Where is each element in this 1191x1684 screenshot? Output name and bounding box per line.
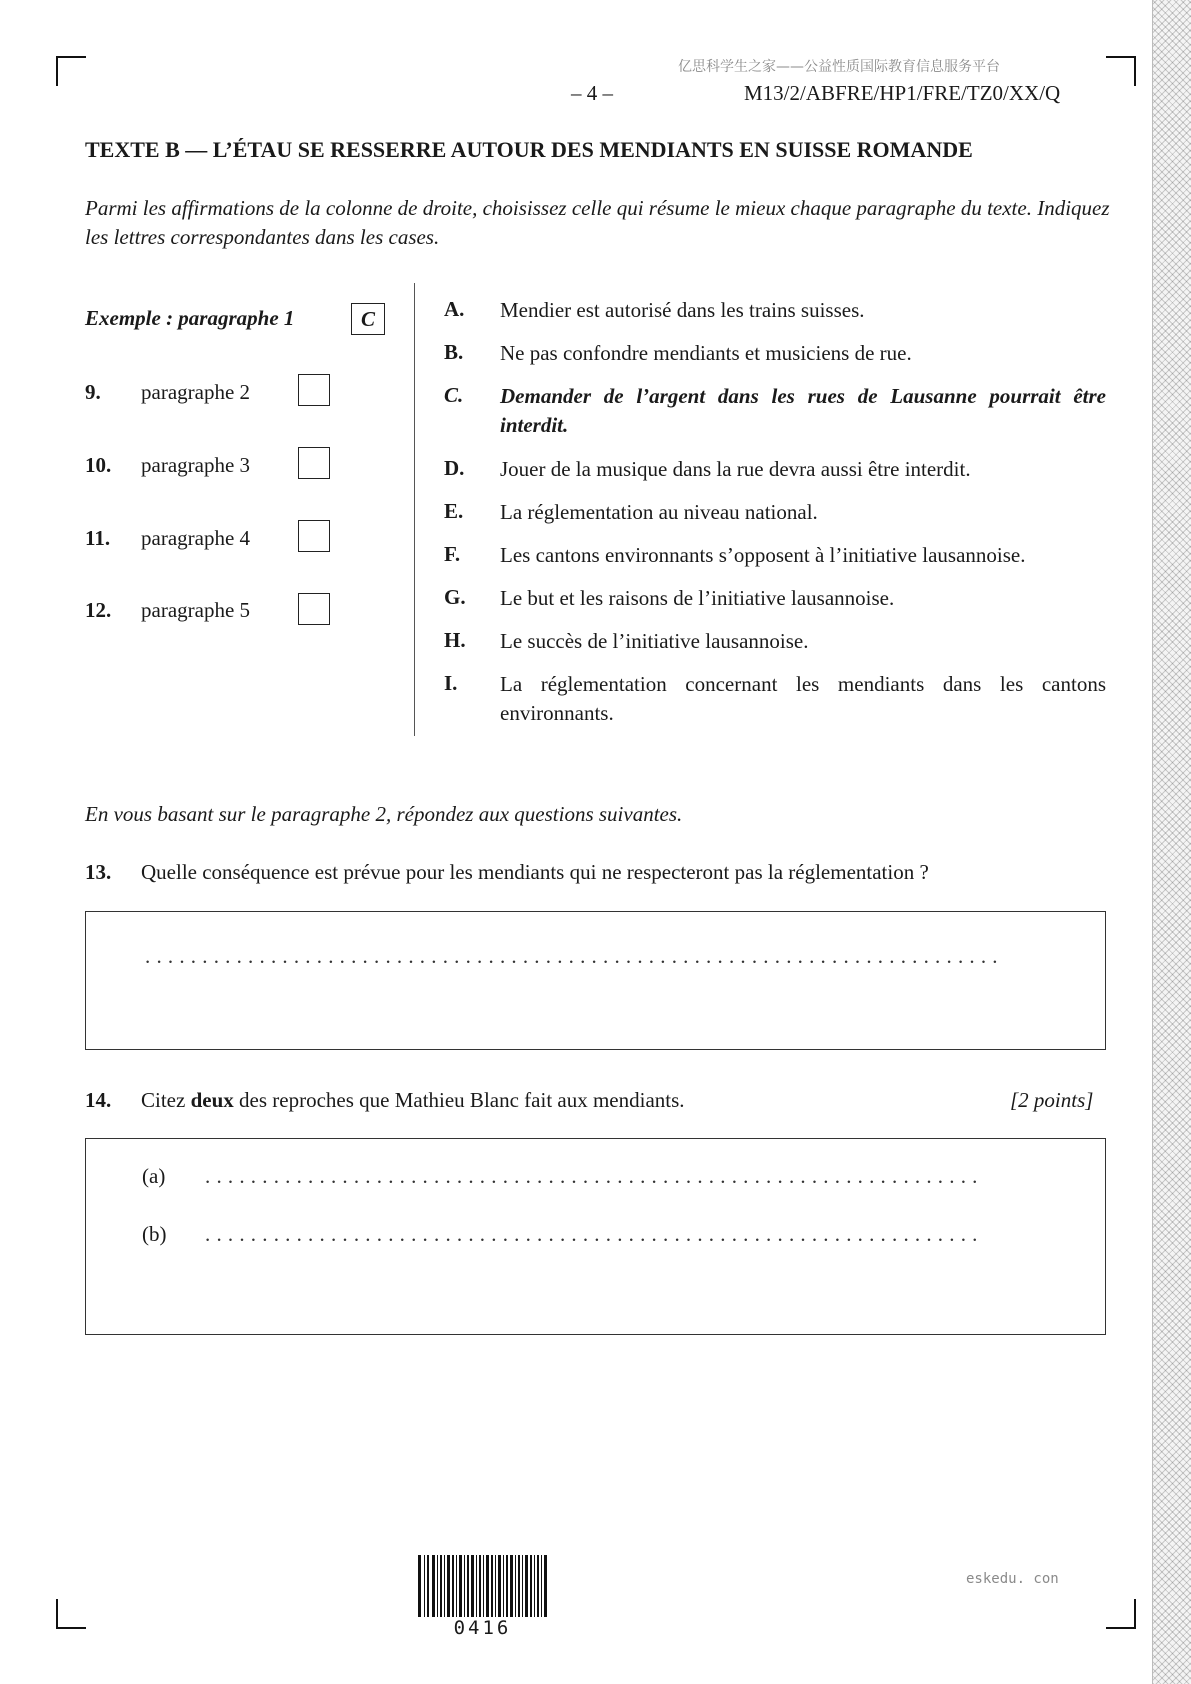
- option-text-e: La réglementation au niveau national.: [500, 500, 818, 524]
- watermark-bottom: eskedu. con: [966, 1571, 1059, 1587]
- example-answer-box: C: [351, 303, 385, 335]
- barcode: [418, 1555, 547, 1617]
- match-number-10: 10.: [85, 453, 112, 477]
- q14-number: 14.: [85, 1088, 112, 1112]
- option-letter-c: C.: [444, 383, 464, 407]
- crop-mark-bottom-left: [56, 1599, 86, 1629]
- barcode-number: 0416: [453, 1617, 512, 1639]
- q13-answer-box[interactable]: [85, 911, 1106, 1050]
- answer-box-9[interactable]: [298, 374, 330, 406]
- match-number-9: 9.: [85, 380, 101, 404]
- match-label-12: paragraphe 5: [141, 598, 251, 622]
- instruction-text: Parmi les affirmations de la colonne de droite, choisissez celle qui résume le mieux chaque paragraphe du texte. Indiquez les lettres correspondantes dans les cases.: [85, 196, 1110, 249]
- section-title: TEXTE B — L’ÉTAU SE RESSERRE AUTOUR DES MENDIANTS EN SUISSE ROMANDE: [85, 137, 973, 162]
- q14-points: [2 points]: [1010, 1088, 1094, 1112]
- answer-box-11[interactable]: [298, 520, 330, 552]
- crop-mark-bottom-right: [1106, 1599, 1136, 1629]
- q14-b-label: (b): [142, 1222, 167, 1246]
- option-text-d: Jouer de la musique dans la rue devra aussi être interdit.: [500, 457, 971, 481]
- q14-text-bold: deux: [190, 1088, 234, 1112]
- q14-text: [141, 1088, 685, 1113]
- q13-answer-line[interactable]: ...........................................................................: [145, 944, 1004, 968]
- q13-text: Quelle conséquence est prévue pour les mendiants qui ne respecteront pas la réglementation ?: [141, 860, 929, 884]
- option-letter-f: F.: [444, 542, 461, 566]
- option-letter-d: D.: [444, 456, 465, 480]
- answer-box-10[interactable]: [298, 447, 330, 479]
- watermark-top: 亿思科学生之家——公益性质国际教育信息服务平台: [678, 59, 1000, 75]
- option-letter-e: E.: [444, 499, 464, 523]
- option-text-i: La réglementation concernant les mendiants dans les cantons environnants.: [500, 672, 1106, 725]
- option-letter-b: B.: [444, 340, 464, 364]
- section-instruction: En vous basant sur le paragraphe 2, répondez aux questions suivantes.: [85, 802, 683, 826]
- exam-code: M13/2/ABFRE/HP1/FRE/TZ0/XX/Q: [744, 81, 1061, 105]
- side-pattern-strip: [1152, 0, 1191, 1684]
- option-text-a: Mendier est autorisé dans les trains suisses.: [500, 298, 865, 322]
- q14-text-part-end: des reproches que Mathieu Blanc fait aux mendiants.: [233, 1088, 685, 1112]
- answer-box-12[interactable]: [298, 593, 330, 625]
- q14-answer-box[interactable]: [85, 1138, 1106, 1335]
- example-label: Exemple : paragraphe 1: [85, 306, 295, 330]
- column-divider: [414, 283, 415, 736]
- crop-mark-top-right: [1106, 56, 1136, 86]
- match-label-11: paragraphe 4: [141, 526, 251, 550]
- option-letter-g: G.: [444, 585, 466, 609]
- page-number: – 4 –: [571, 81, 613, 105]
- option-letter-i: I.: [444, 671, 458, 695]
- crop-mark-top-left: [56, 56, 86, 86]
- match-number-12: 12.: [85, 598, 112, 622]
- q14-a-answer-line[interactable]: ....................................................................: [205, 1164, 984, 1188]
- option-text-c: Demander de l’argent dans les rues de Lausanne pourrait être interdit.: [500, 384, 1106, 437]
- option-text-g: Le but et les raisons de l’initiative lausannoise.: [500, 586, 895, 610]
- option-letter-a: A.: [444, 297, 465, 321]
- q13-number: 13.: [85, 860, 112, 884]
- option-text-f: Les cantons environnants s’opposent à l’initiative lausannoise.: [500, 543, 1026, 567]
- option-text-h: Le succès de l’initiative lausannoise.: [500, 629, 809, 653]
- option-letter-h: H.: [444, 628, 466, 652]
- q14-a-label: (a): [142, 1164, 166, 1188]
- match-label-9: paragraphe 2: [141, 380, 251, 404]
- match-label-10: paragraphe 3: [141, 453, 251, 477]
- q14-text-part: Citez: [141, 1088, 191, 1112]
- match-number-11: 11.: [85, 526, 111, 550]
- option-text-b: Ne pas confondre mendiants et musiciens de rue.: [500, 341, 912, 365]
- q14-b-answer-line[interactable]: ....................................................................: [205, 1222, 984, 1246]
